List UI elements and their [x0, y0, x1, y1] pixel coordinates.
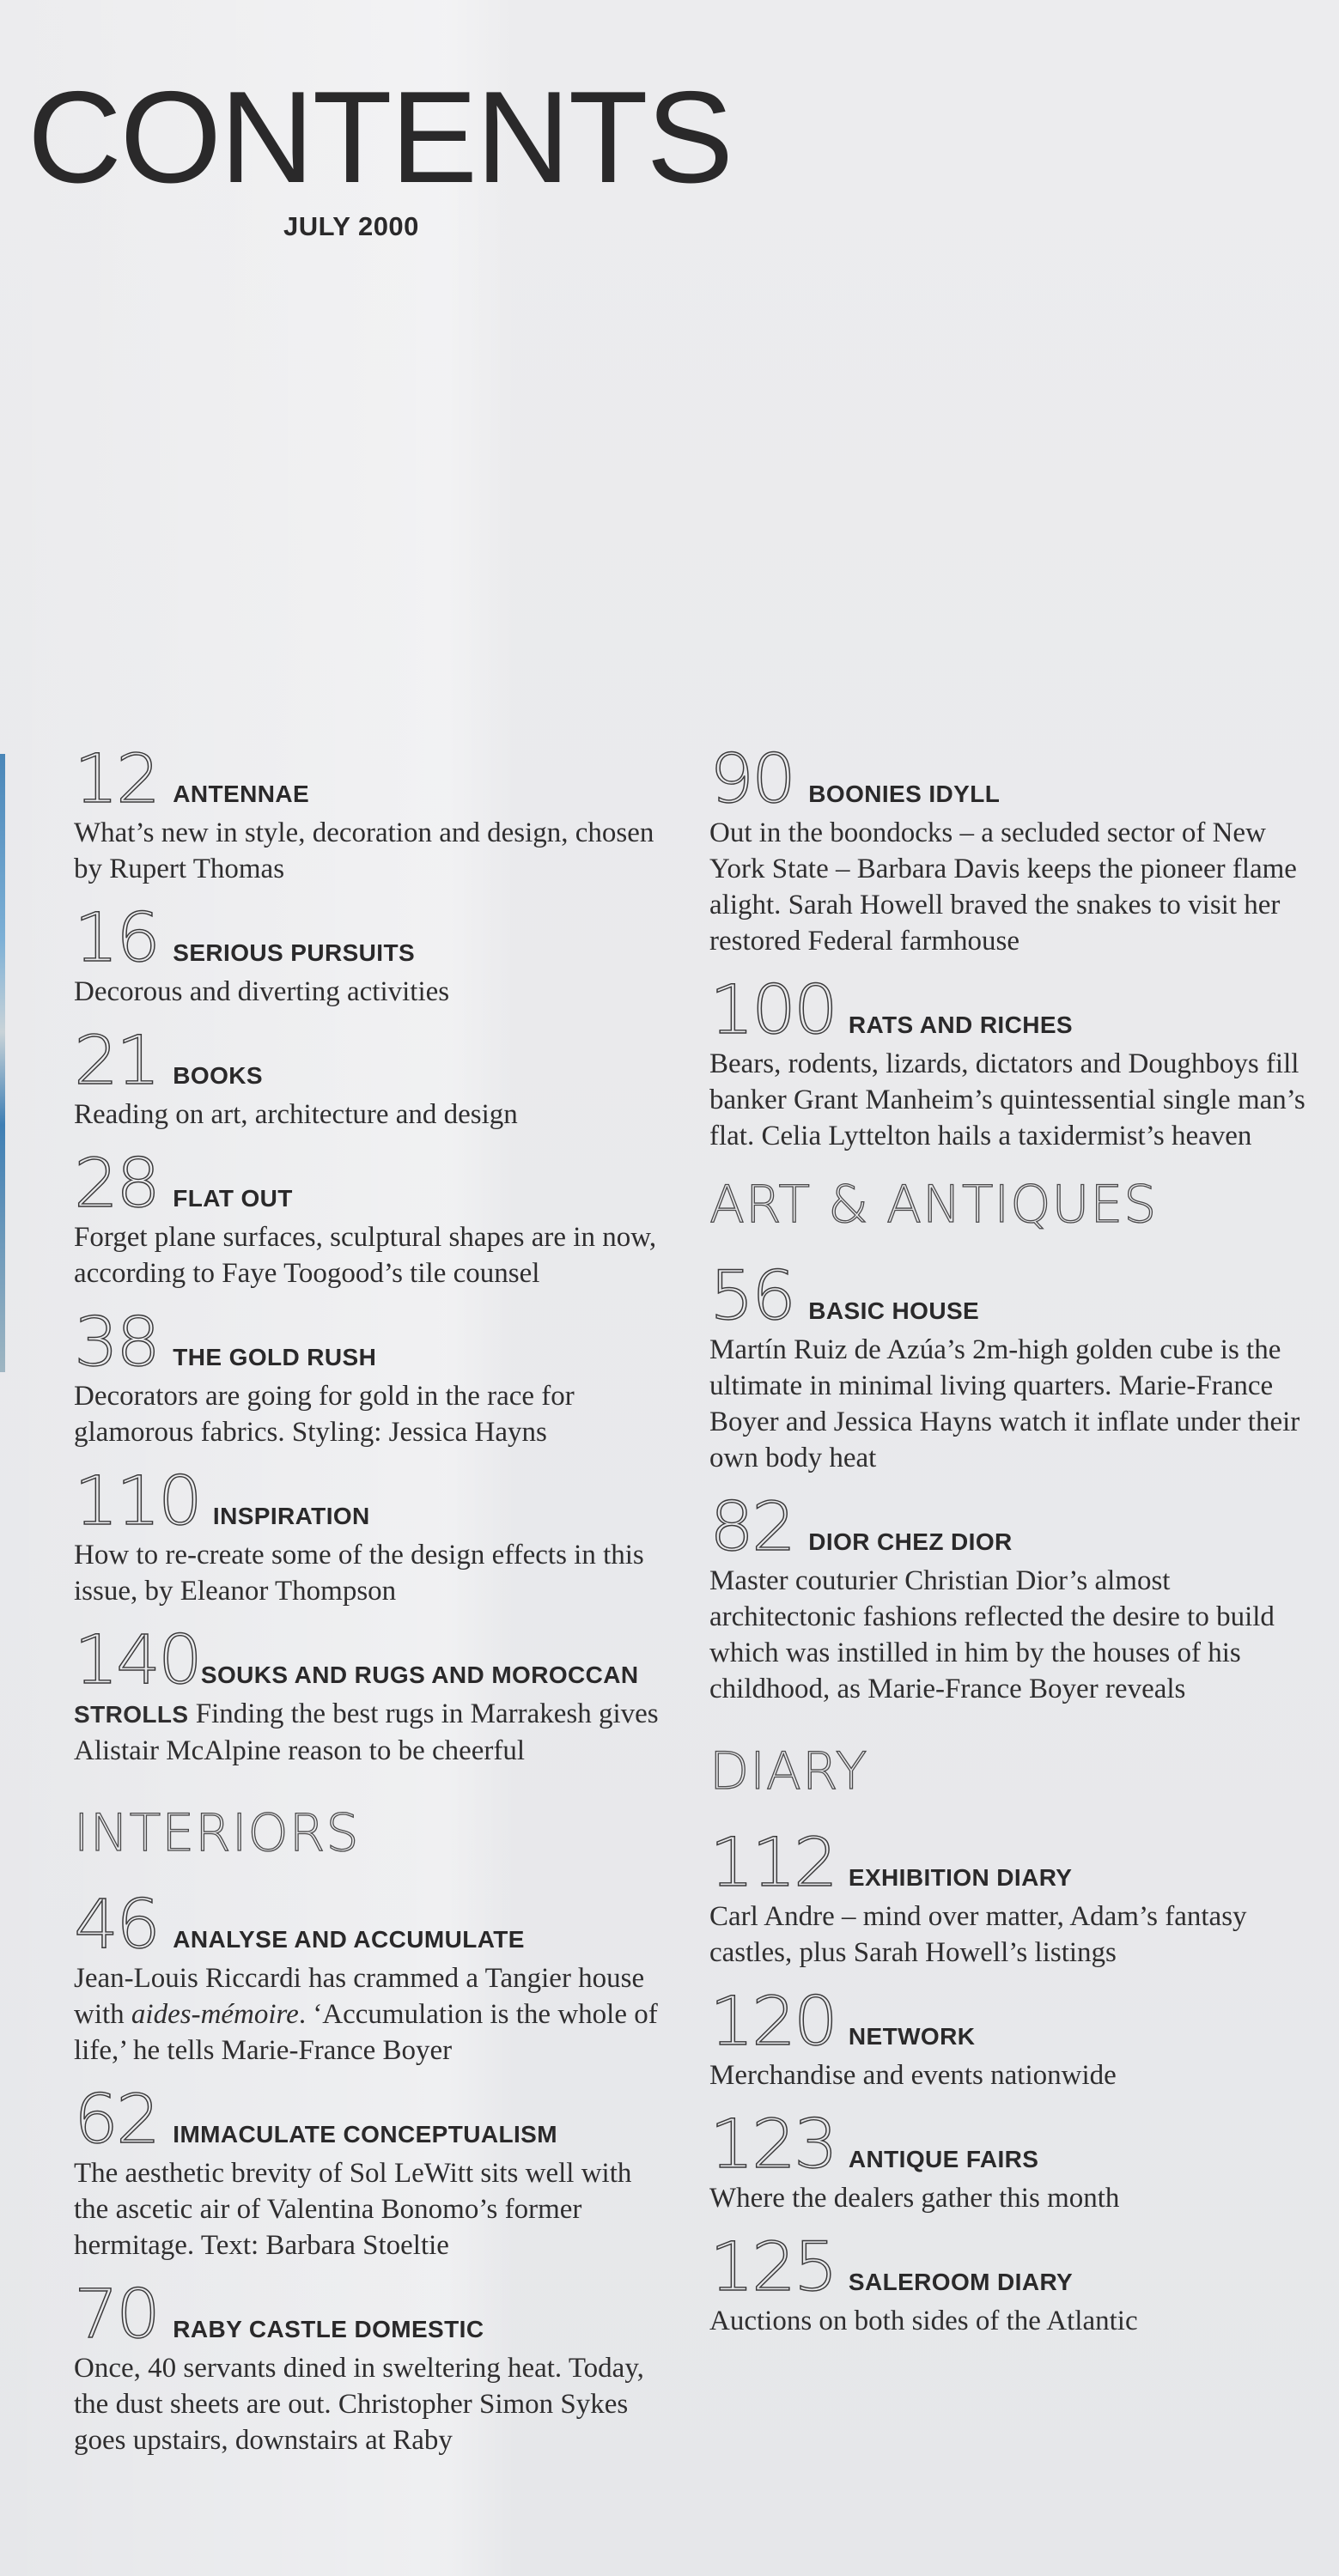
page-number: 112 [709, 1825, 836, 1902]
entry-title: ANTENNAE [173, 781, 310, 807]
entry-description-italic: aides-mémoire [131, 1999, 299, 2030]
entry-title: ANALYSE AND ACCUMULATE [173, 1926, 525, 1953]
entry-description-text: Finding the best rugs in Marrakesh gives Alistair McAlpine reason to be cheerful [74, 1698, 659, 1766]
entry-title: DIOR CHEZ DIOR [808, 1528, 1013, 1555]
page-number: 16 [74, 900, 158, 977]
entry-title: RATS AND RICHES [848, 1012, 1074, 1038]
entry-description: Forget plane surfaces, sculptural shapes are in now, according to Faye Toogood’s tile counsel [74, 1222, 657, 1289]
entry-description: Bears, rodents, lizards, dictators and Doughboys fill banker Grant Manheim’s quintessential single man’s flat. Celia Lyttelton hails a taxidermist’s heaven [709, 1048, 1306, 1151]
section-heading-art-antiques: ART & ANTIQUES [709, 1175, 1158, 1235]
entry-title: NETWORK [848, 2023, 976, 2050]
section-heading-interiors: INTERIORS [74, 1803, 360, 1863]
entry-description: Out in the boondocks – a secluded sector of New York State – Barbara Davis keeps the pioneer flame alight. Sarah Howell braved the snakes to visit her restored Federal farmhouse [709, 817, 1297, 957]
entry-description: Martín Ruiz de Azúa’s 2m-high golden cube is the ultimate in minimal living quarters. Marie-France Boyer and Jessica Hayns watch it inflate under their own body heat [709, 1334, 1300, 1473]
entry-title: ANTIQUE FAIRS [848, 2146, 1039, 2172]
contents-entry[interactable] [74, 2276, 666, 2458]
page-number: 46 [74, 1886, 158, 1964]
entry-title: IMMACULATE CONCEPTUALISM [173, 2121, 557, 2148]
entry-description: Decorous and diverting activities [74, 976, 450, 1007]
issue-date: JULY 2000 [283, 211, 419, 241]
entry-description: Merchandise and events nationwide [709, 2060, 1117, 2091]
page-number: 21 [74, 1023, 158, 1100]
contents-entry[interactable] [74, 1145, 666, 1291]
page-number: 82 [709, 1489, 794, 1566]
entry-title: INSPIRATION [212, 1503, 370, 1529]
entry-description: Carl Andre – mind over matter, Adam’s fantasy castles, plus Sarah Howell’s listings [709, 1901, 1247, 1968]
page-number: 70 [74, 2276, 158, 2354]
page-number: 12 [74, 741, 158, 818]
contents-entry[interactable] [709, 1258, 1311, 1476]
page-number: 28 [74, 1145, 158, 1223]
entry-description: Where the dealers gather this month [709, 2183, 1120, 2214]
page-number: 140 [74, 1622, 200, 1699]
entry-description: What’s new in style, decoration and design, chosen by Rupert Thomas [74, 817, 654, 884]
entry-title: BOOKS [173, 1062, 263, 1089]
entry-description: Auctions on both sides of the Atlantic [709, 2306, 1138, 2336]
contents-entry[interactable] [709, 741, 1311, 959]
page-number: 56 [709, 1258, 794, 1335]
contents-entry[interactable] [709, 1984, 1311, 2093]
entry-description: Master couturier Christian Dior’s almost architectonic fashions reflected the desire to build which was instilled in him by the houses of his childhood, as Marie-France Boyer reveals [709, 1565, 1275, 1704]
page-number: 120 [709, 1984, 836, 2061]
entry-description [74, 1960, 666, 2069]
entry-description-text: Jean-Louis Riccardi has crammed a Tangier house with [74, 1963, 645, 2030]
contents-entry[interactable] [74, 1304, 666, 1450]
page-number: 100 [709, 972, 836, 1049]
entry-title: THE GOLD RUSH [173, 1344, 377, 1370]
entry-title: RABY CASTLE DOMESTIC [173, 2316, 484, 2342]
entry-description [74, 1696, 666, 1769]
contents-entry[interactable] [709, 2229, 1311, 2339]
contents-entry[interactable] [74, 1463, 666, 1609]
section-heading-diary: DIARY [709, 1741, 868, 1801]
entry-description: Once, 40 servants dined in sweltering heat. Today, the dust sheets are out. Christopher Simon Sykes goes upstairs, downstairs at Raby [74, 2353, 644, 2456]
page-number: 125 [709, 2229, 836, 2306]
entry-title: SALEROOM DIARY [848, 2269, 1074, 2295]
page-number: 38 [74, 1304, 158, 1382]
entry-title: BOONIES IDYLL [808, 781, 1001, 807]
left-column [74, 741, 666, 2458]
contents-entry[interactable] [709, 1825, 1311, 1971]
entry-title-continued: STROLLS [74, 1701, 189, 1728]
contents-entry[interactable] [709, 1489, 1311, 1707]
entry-description: The aesthetic brevity of Sol LeWitt sits well with the ascetic air of Valentina Bonomo’s former hermitage. Text: Barbara Stoeltie [74, 2158, 632, 2261]
contents-entry[interactable] [74, 1023, 666, 1133]
page-number: 110 [74, 1463, 200, 1540]
contents-entry[interactable] [74, 741, 666, 887]
contents-entry[interactable] [74, 1886, 666, 2069]
page-number: 62 [74, 2081, 158, 2159]
contents-entry[interactable] [709, 972, 1311, 1154]
entry-description-text: . ‘Accumulation is the whole of life,’ he tells Marie-France Boyer [74, 1999, 658, 2066]
entry-title: SERIOUS PURSUITS [173, 939, 416, 966]
entry-title: FLAT OUT [173, 1185, 293, 1212]
contents-entry[interactable] [74, 2081, 666, 2263]
entry-title: EXHIBITION DIARY [848, 1864, 1073, 1891]
entry-description: Reading on art, architecture and design [74, 1099, 518, 1130]
right-column [709, 741, 1311, 2339]
contents-entry[interactable] [709, 2106, 1311, 2216]
page-title: CONTENTS [27, 64, 732, 210]
entry-description: How to re-create some of the design effects in this issue, by Eleanor Thompson [74, 1540, 644, 1607]
page-number: 123 [709, 2106, 836, 2184]
entry-title: SOUKS AND RUGS AND MOROCCAN [200, 1662, 639, 1688]
contents-entry[interactable] [74, 900, 666, 1010]
entry-description: Decorators are going for gold in the race for glamorous fabrics. Styling: Jessica Hayns [74, 1381, 575, 1448]
page-number: 90 [709, 741, 794, 818]
adjacent-page-photo-strip [0, 754, 5, 1372]
contents-entry[interactable] [74, 1622, 666, 1769]
entry-title: BASIC HOUSE [808, 1297, 980, 1324]
